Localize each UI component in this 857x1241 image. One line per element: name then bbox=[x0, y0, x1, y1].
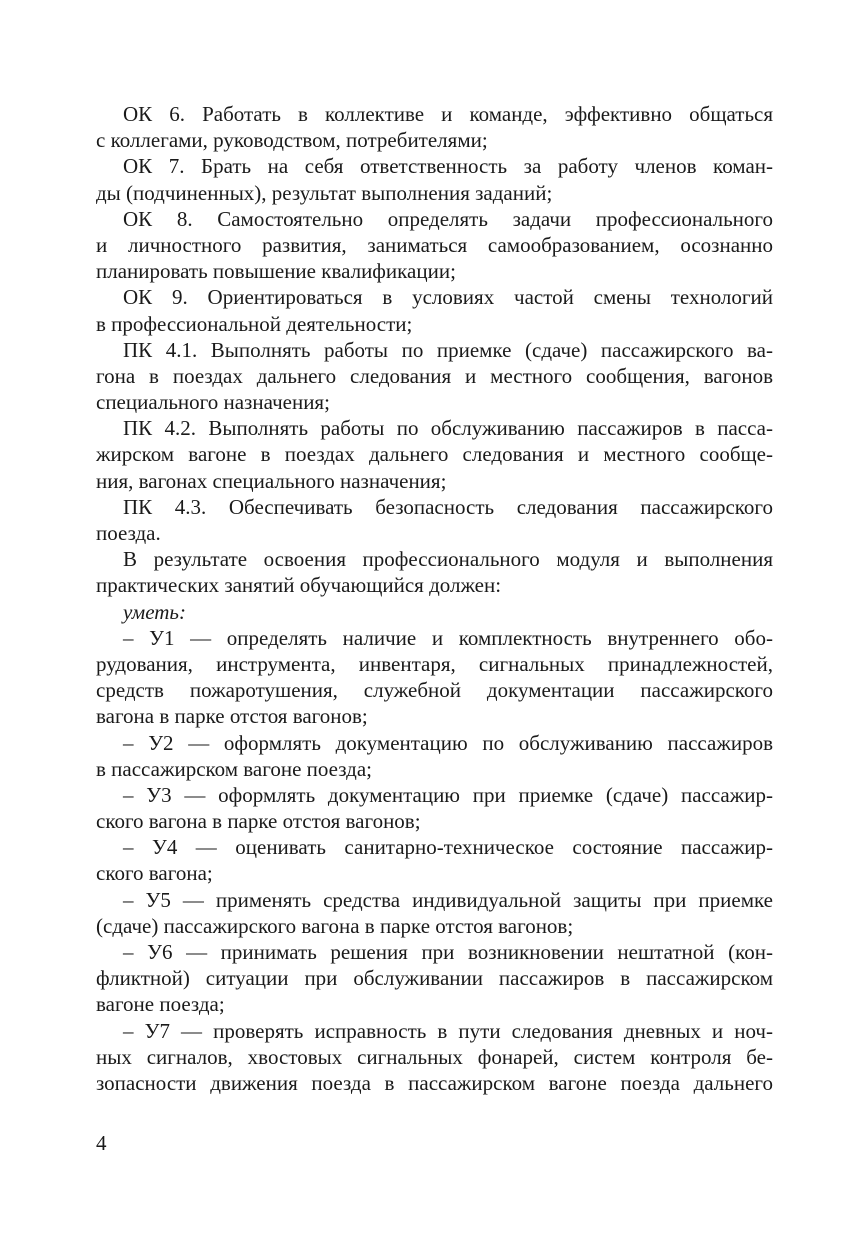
text-line: в профессиональной деятельности; bbox=[96, 311, 413, 336]
page-number: 4 bbox=[96, 1131, 107, 1155]
text-line: В результате освоения профессионального модуля и выполнения bbox=[123, 547, 773, 572]
text-line: – У7 — проверять исправность в пути следования дневных и ноч- bbox=[123, 1018, 773, 1043]
text-line: – У3 — оформлять документацию при приемке (сдаче) пассажир- bbox=[123, 782, 773, 807]
text-line: – У2 — оформлять документацию по обслуживанию пассажиров bbox=[123, 730, 773, 755]
text-line: с коллегами, руководством, потребителями; bbox=[96, 128, 488, 153]
text-line: – У4 — оценивать санитарно-техническое состояние пассажир- bbox=[123, 835, 773, 860]
text-line: жирском вагоне в поездах дальнего следования и местного сообще- bbox=[96, 442, 773, 467]
text-line: ОК 7. Брать на себя ответственность за работу членов коман- bbox=[123, 154, 773, 179]
text-line: ского вагона в парке отстоя вагонов; bbox=[96, 809, 421, 834]
text-line: средств пожаротушения, служебной документации пассажирского bbox=[96, 678, 773, 703]
text-line: планировать повышение квалификации; bbox=[96, 259, 456, 284]
page-body bbox=[96, 101, 773, 1096]
text-line: гона в поездах дальнего следования и местного сообщения, вагонов bbox=[96, 363, 773, 388]
text-line: ния, вагонах специального назначения; bbox=[96, 468, 447, 493]
text-line: специального назначения; bbox=[96, 390, 330, 415]
text-line: – У6 — принимать решения при возникновении нештатной (кон- bbox=[123, 940, 773, 964]
text-line: ПК 4.3. Обеспечивать безопасность следования пассажирского bbox=[123, 494, 773, 519]
text-line: рудования, инструмента, инвентаря, сигнальных принадлежностей, bbox=[96, 651, 773, 676]
text-line: – У5 — применять средства индивидуальной защиты при приемке bbox=[123, 887, 773, 912]
text-line: ОК 9. Ориентироваться в условиях частой смены технологий bbox=[123, 285, 773, 310]
text-line: в пассажирском вагоне поезда; bbox=[96, 756, 372, 781]
text-line: ского вагона; bbox=[96, 861, 213, 886]
text-line: ОК 8. Самостоятельно определять задачи профессионального bbox=[123, 206, 773, 231]
text-line: ОК 6. Работать в коллективе и команде, эффективно общаться bbox=[123, 102, 773, 126]
text-line: ды (подчиненных), результат выполнения заданий; bbox=[96, 180, 553, 205]
text-line: вагоне поезда; bbox=[96, 992, 225, 1017]
text-line: зопасности движения поезда в пассажирском вагоне поезда дальнего bbox=[96, 1070, 773, 1095]
text-line: (сдаче) пассажирского вагона в парке отстоя вагонов; bbox=[96, 913, 574, 938]
text-line: уметь: bbox=[123, 599, 186, 624]
text-line: – У1 — определять наличие и комплектность внутреннего обо- bbox=[123, 625, 773, 650]
text-line: вагона в парке отстоя вагонов; bbox=[96, 704, 368, 729]
text-line: ПК 4.2. Выполнять работы по обслуживанию пассажиров в пасса- bbox=[123, 416, 773, 441]
text-line: ПК 4.1. Выполнять работы по приемке (сдаче) пассажирского ва- bbox=[123, 337, 773, 362]
text-line: фликтной) ситуации при обслуживании пассажиров в пассажирском bbox=[96, 966, 773, 991]
text-line: и личностного развития, заниматься самообразованием, осознанно bbox=[96, 232, 773, 257]
text-line: практических занятий обучающийся должен: bbox=[96, 573, 502, 598]
text-line: ных сигналов, хвостовых сигнальных фонарей, систем контроля бе- bbox=[96, 1044, 773, 1069]
text-line: поезда. bbox=[96, 521, 161, 545]
